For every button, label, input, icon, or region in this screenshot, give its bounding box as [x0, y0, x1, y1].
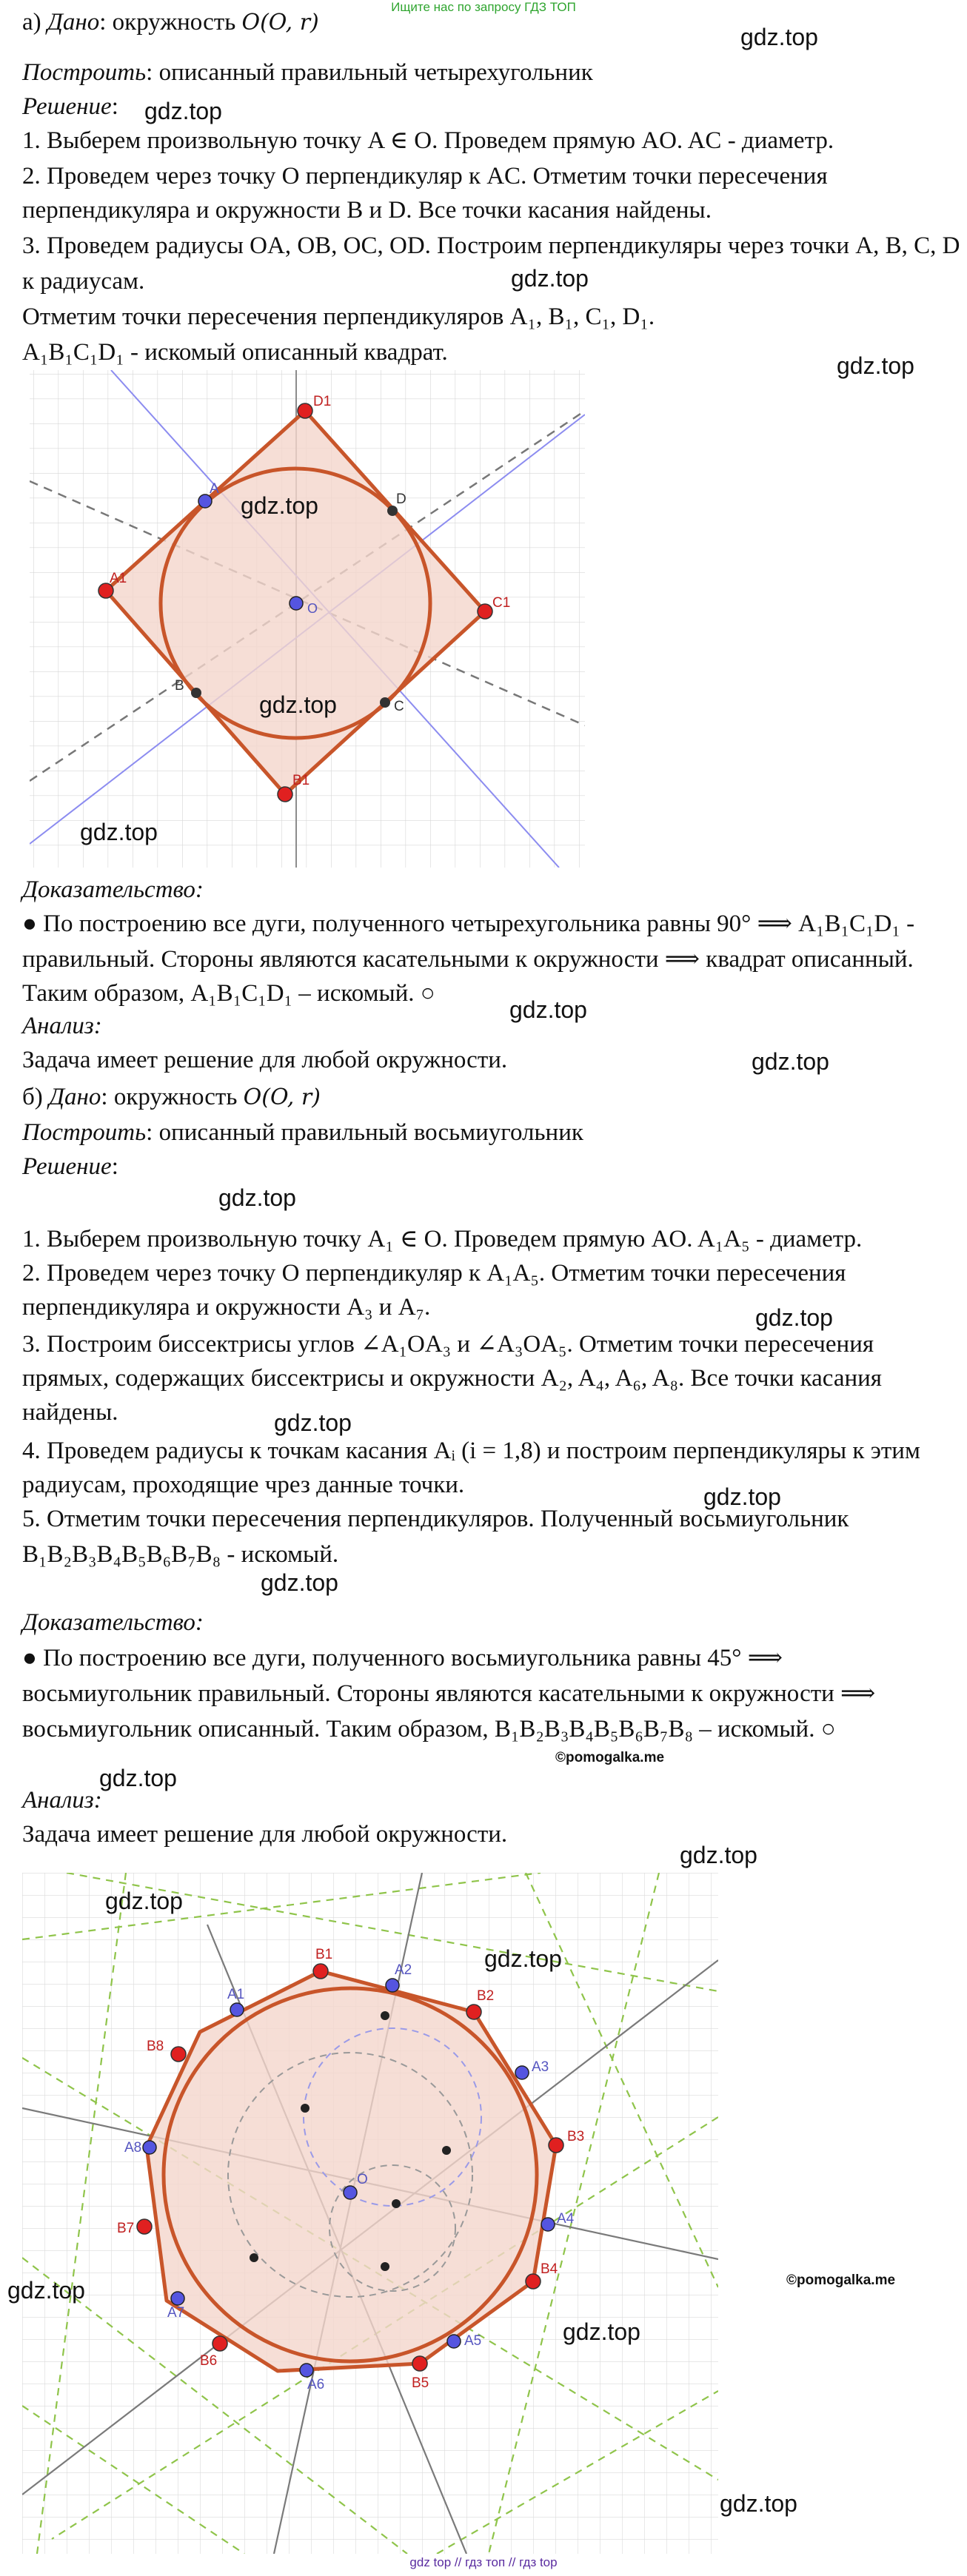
- part-b-proof-3: восьмиугольник описанный. Таким образом, B₁B₂B₃B₄B₅B₆B₇B₈ – искомый. ○: [22, 1716, 836, 1743]
- watermark: gdz.top: [680, 1842, 757, 1868]
- label-D1: D1: [313, 394, 332, 409]
- label-A5: A5: [464, 2333, 482, 2349]
- watermark: gdz.top: [7, 2277, 85, 2304]
- part-b-solution-label: Решение:: [22, 1153, 118, 1180]
- part-a-construct: Построить: описанный правильный четырехугольник: [22, 59, 593, 86]
- part-b-step-3: 3. Построим биссектрисы углов ∠A₁OA₃ и ∠A₃OA₅. Отметим точки пересечения: [22, 1331, 874, 1358]
- point-B3: [549, 2138, 563, 2153]
- point-B5: [412, 2356, 427, 2371]
- watermark: gdz.top: [484, 1945, 562, 1972]
- label-A6: A6: [307, 2377, 325, 2392]
- label-D: D: [396, 492, 406, 507]
- watermark: gdz.top: [274, 1409, 352, 1436]
- label-A1: A1: [110, 571, 127, 586]
- part-a-step-2: 2. Проведем через точку O перпендикуляр к AC. Отметим точки пересечения: [22, 163, 828, 189]
- point-B4: [526, 2274, 541, 2289]
- part-a-step-1: 1. Выберем произвольную точку A ∈ O. Проведем прямую AO. AC - диаметр.: [22, 127, 834, 154]
- part-b-step-4b: радиусам, проходящие чрез данные точки.: [22, 1472, 465, 1498]
- point-D1: [298, 403, 312, 418]
- part-a-given: а) Дано: окружность O(O, r): [22, 9, 319, 36]
- watermark: gdz.top: [80, 819, 158, 845]
- label-A: A: [210, 481, 219, 497]
- watermark: gdz.top: [218, 1184, 296, 1211]
- figure-square: [30, 370, 585, 868]
- watermark: gdz.top: [752, 1048, 829, 1075]
- part-a-step-3b: к радиусам.: [22, 268, 145, 295]
- footer-note: gdz top // гдз топ // гдз top: [409, 2555, 558, 2569]
- part-a-analysis-label: Анализ:: [22, 1013, 102, 1039]
- point-B1: [313, 1964, 328, 1979]
- part-b-given: б) Дано: окружность O(O, r): [22, 1084, 321, 1110]
- watermark: gdz.top: [837, 352, 914, 379]
- watermark: gdz.top: [509, 996, 587, 1023]
- watermark: gdz.top: [720, 2490, 797, 2517]
- label-B: B: [175, 678, 184, 694]
- point-O: [290, 597, 303, 610]
- point-C: [380, 697, 390, 708]
- header-note: Ищите нас по запросу ГДЗ ТОП: [391, 0, 576, 14]
- part-b-proof-1: ● По построению все дуги, полученного восьмиугольника равны 45° ⟹: [22, 1645, 783, 1671]
- part-a-step-2b: перпендикуляра и окружности B и D. Все точки касания найдены.: [22, 197, 712, 224]
- part-b-step-5: 5. Отметим точки пересечения перпендикуляров. Полученный восьмиугольник: [22, 1506, 849, 1532]
- point-B8: [171, 2047, 186, 2062]
- label-A3: A3: [532, 2059, 549, 2075]
- pomogalka-credit: ©pomogalka.me: [555, 1750, 665, 1765]
- part-b-analysis: Задача имеет решение для любой окружности.: [22, 1821, 508, 1848]
- watermark: gdz.top: [511, 265, 589, 292]
- point-A8: [143, 2141, 156, 2154]
- label-B2: B2: [477, 1988, 495, 2004]
- label-O: O: [307, 601, 318, 616]
- label-B8: B8: [147, 2039, 164, 2054]
- point-B: [191, 688, 201, 698]
- figure-octagon: [22, 1873, 718, 2554]
- point-A3: [515, 2066, 529, 2079]
- label-B1: B1: [315, 1947, 333, 1962]
- point-B6: [213, 2336, 227, 2351]
- point-A7: [171, 2292, 184, 2305]
- watermark: gdz.top: [99, 1765, 177, 1791]
- label-A7: A7: [167, 2305, 185, 2321]
- watermark: gdz.top: [105, 1888, 183, 1914]
- watermark: gdz.top: [563, 2318, 640, 2345]
- part-b-proof-2: восьмиугольник правильный. Стороны являются касательными к окружности ⟹: [22, 1680, 876, 1707]
- part-a-proof-label: Доказательство:: [22, 876, 204, 903]
- label-B7: B7: [117, 2221, 135, 2236]
- label-A8: A8: [124, 2140, 142, 2156]
- point-A6: [300, 2364, 313, 2377]
- part-b-step-2: 2. Проведем через точку O перпендикуляр к A₁A₅. Отметим точки пересечения: [22, 1260, 846, 1287]
- watermark: gdz.top: [755, 1304, 833, 1331]
- point-A4: [541, 2218, 555, 2231]
- part-b-step-3b: прямых, содержащих биссектрисы и окружности A₂, A₄, A₆, A₈. Все точки касания: [22, 1365, 882, 1392]
- point-D: [387, 506, 398, 516]
- label-B1: B1: [292, 773, 310, 788]
- point-B2: [466, 2005, 481, 2019]
- point-B7: [137, 2219, 152, 2234]
- watermark: gdz.top: [740, 24, 818, 50]
- part-b-step-2b: перпендикуляра и окружности A₃ и A₇.: [22, 1294, 431, 1321]
- point-B1: [278, 787, 292, 802]
- part-a-proof-1: ● По построению все дуги, полученного четырехугольника равны 90° ⟹ A₁B₁C₁D₁ -: [22, 910, 915, 937]
- part-a-solution-label: Решение:: [22, 93, 118, 120]
- part-a-proof-3: Таким образом, A₁B₁C₁D₁ – искомый. ○: [22, 980, 435, 1007]
- label-A1: A1: [227, 1987, 245, 2002]
- part-b-proof-label: Доказательство:: [22, 1609, 204, 1636]
- part-a-step-3: 3. Проведем радиусы OA, OB, OC, OD. Построим перпендикуляры через точки A, B, C, D: [22, 232, 960, 259]
- part-a-intersections: Отметим точки пересечения перпендикуляров A₁, B₁, C₁, D₁.: [22, 303, 655, 330]
- watermark: gdz.top: [261, 1569, 338, 1596]
- label-A2: A2: [395, 1962, 412, 1978]
- point-A1: [230, 2003, 244, 2016]
- part-b-step-3c: найдены.: [22, 1399, 118, 1426]
- part-a-analysis: Задача имеет решение для любой окружности.: [22, 1047, 508, 1073]
- pomogalka-credit: ©pomogalka.me: [786, 2273, 896, 2288]
- point-A5: [447, 2335, 461, 2348]
- part-b-step-5b: B₁B₂B₃B₄B₅B₆B₇B₈ - искомый.: [22, 1541, 339, 1568]
- label-C1: C1: [492, 595, 511, 611]
- point-O: [344, 2186, 357, 2199]
- watermark: gdz.top: [259, 691, 337, 718]
- label-B3: B3: [567, 2129, 585, 2144]
- label-B6: B6: [200, 2353, 218, 2369]
- label-O: O: [357, 2172, 368, 2187]
- part-b-construct: Построить: описанный правильный восьмиугольник: [22, 1119, 583, 1146]
- part-a-proof-2: правильный. Стороны являются касательными к окружности ⟹ квадрат описанный.: [22, 946, 914, 973]
- label-B4: B4: [541, 2261, 558, 2277]
- part-b-step-4: 4. Проведем радиусы к точкам касания Aᵢ (i = 1,8) и построим перпендикуляры к этим: [22, 1438, 920, 1464]
- part-a-result: A₁B₁C₁D₁ - искомый описанный квадрат.: [22, 339, 448, 366]
- label-B5: B5: [412, 2375, 429, 2391]
- watermark: gdz.top: [241, 492, 318, 519]
- point-A2: [386, 1979, 399, 1992]
- point-C1: [478, 604, 492, 619]
- watermark: gdz.top: [703, 1483, 781, 1510]
- watermark: gdz.top: [144, 98, 222, 124]
- label-A4: A4: [557, 2211, 575, 2227]
- part-b-step-1: 1. Выберем произвольную точку A₁ ∈ O. Проведем прямую AO. A₁A₅ - диаметр.: [22, 1226, 863, 1252]
- label-C: C: [394, 699, 404, 714]
- part-b-analysis-label: Анализ:: [22, 1787, 102, 1814]
